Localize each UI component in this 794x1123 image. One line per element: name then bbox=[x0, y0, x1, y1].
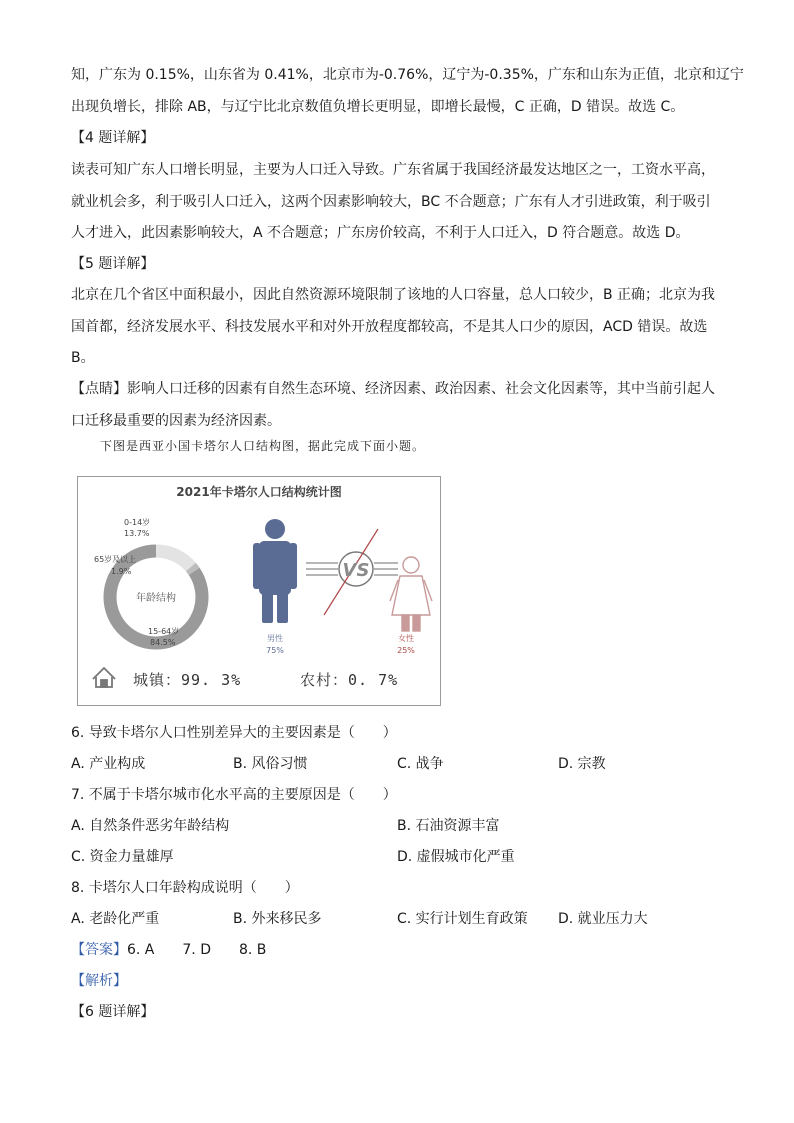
q8-option-a: A. 老龄化严重 bbox=[71, 911, 160, 927]
age-0-14-value: 13.7% bbox=[124, 529, 150, 538]
rural-ratio: 农村：0. 7% bbox=[300, 671, 399, 689]
donut-slice-0-14 bbox=[156, 551, 191, 567]
age-0-14-label: 0-14岁 bbox=[124, 518, 151, 527]
text-line: 出现负增长，排除 AB，与辽宁比北京数值负增长更明显，即增长最慢，C 正确，D 错误。故选 C。 bbox=[71, 98, 685, 115]
male-figure-icon bbox=[253, 519, 297, 623]
female-label: 女性 bbox=[398, 634, 414, 643]
vs-icon bbox=[306, 529, 398, 615]
paragraph-continuation bbox=[71, 60, 744, 123]
male-value: 75% bbox=[266, 646, 284, 655]
question-6-stem: 6. 导致卡塔尔人口性别差异大的主要因素是（ ） bbox=[71, 725, 397, 741]
text-line: B。 bbox=[71, 350, 95, 366]
age-65-label: 65岁及以上 bbox=[94, 555, 137, 564]
q7-option-d: D. 虚假城市化严重 bbox=[397, 849, 515, 865]
q7-option-c: C. 资金力量雄厚 bbox=[71, 849, 174, 865]
text-line: 国首都，经济发展水平、科技发展水平和对外开放程度都较高，不是其人口少的原因，ACD 错误。故选 bbox=[71, 318, 708, 335]
q6-option-c: C. 战争 bbox=[397, 756, 444, 772]
text-line: 【点睛】影响人口迁移的因素有自然生态环境、经济因素、政治因素、社会文化因素等，其中当前引起人 bbox=[71, 381, 715, 397]
figure-caption: 下图是西亚小国卡塔尔人口结构图，据此完成下面小题。 bbox=[100, 439, 426, 453]
q8-option-c: C. 实行计划生育政策 bbox=[397, 911, 528, 927]
text-line: 读表可知广东人口增长明显，主要为人口迁入导致。广东省属于我国经济最发达地区之一，工资水平高， bbox=[71, 162, 715, 178]
paragraph-q4 bbox=[71, 155, 721, 250]
text-line: 北京在几个省区中面积最小，因此自然资源环境限制了该地的人口容量，总人口较少，B 正确；北京为我 bbox=[71, 287, 716, 303]
question-8-stem: 8. 卡塔尔人口年龄构成说明（ ） bbox=[71, 880, 299, 896]
text-line: 人才进入，此因素影响较大，A 不合题意；广东房价较高，不利于人口迁入，D 符合题意。故选 D。 bbox=[71, 225, 690, 241]
q8-option-b: B. 外来移民多 bbox=[233, 911, 322, 927]
figure-title: 2021年卡塔尔人口结构统计图 bbox=[176, 485, 342, 499]
donut-slice-65-plus bbox=[191, 567, 194, 571]
heading-q5: 【5 题详解】 bbox=[71, 256, 155, 272]
q6-option-a: A. 产业构成 bbox=[71, 756, 146, 772]
figure-svg bbox=[78, 477, 440, 705]
answer-text: 6. A 7. D 8. B bbox=[127, 942, 267, 958]
question-7-stem: 7. 不属于卡塔尔城市化水平高的主要原因是（ ） bbox=[71, 787, 397, 803]
q7-option-b: B. 石油资源丰富 bbox=[397, 818, 500, 834]
male-label: 男性 bbox=[267, 634, 283, 643]
paragraph-dianjing bbox=[71, 374, 721, 437]
heading-q4: 【4 题详解】 bbox=[71, 130, 155, 146]
female-figure-icon bbox=[390, 557, 432, 631]
text-line: 知，广东为 0.15%，山东省为 0.41%，北京市为-0.76%，辽宁为-0.35%，广东和山东为正值，北京和辽宁 bbox=[71, 67, 744, 83]
house-icon bbox=[93, 668, 115, 687]
heading-q6: 【6 题详解】 bbox=[71, 1004, 155, 1020]
q6-option-d: D. 宗教 bbox=[558, 756, 606, 772]
q7-option-a: A. 自然条件恶劣年龄结构 bbox=[71, 818, 230, 834]
donut-center-label: 年龄结构 bbox=[136, 593, 176, 604]
female-value: 25% bbox=[397, 646, 415, 655]
q8-option-d: D. 就业压力大 bbox=[558, 911, 648, 927]
age-15-64-label: 15-64岁 bbox=[148, 627, 180, 636]
answer-label: 【答案】 bbox=[71, 942, 127, 958]
answer-line bbox=[71, 940, 266, 960]
urban-ratio: 城镇：99. 3% bbox=[133, 671, 242, 689]
analysis-label: 【解析】 bbox=[71, 973, 127, 989]
vs-text: VS bbox=[342, 560, 370, 581]
q6-option-b: B. 风俗习惯 bbox=[233, 756, 308, 772]
text-line: 口迁移最重要的因素为经济因素。 bbox=[71, 412, 281, 429]
text-line: 就业机会多，利于吸引人口迁入，这两个因素影响较大，BC 不合题意；广东有人才引进政策，利于吸引 bbox=[71, 193, 711, 210]
age-15-64-value: 84.5% bbox=[150, 638, 176, 647]
paragraph-q5 bbox=[71, 280, 721, 375]
population-structure-figure bbox=[77, 476, 441, 706]
age-65-value: 1.9% bbox=[111, 567, 132, 576]
